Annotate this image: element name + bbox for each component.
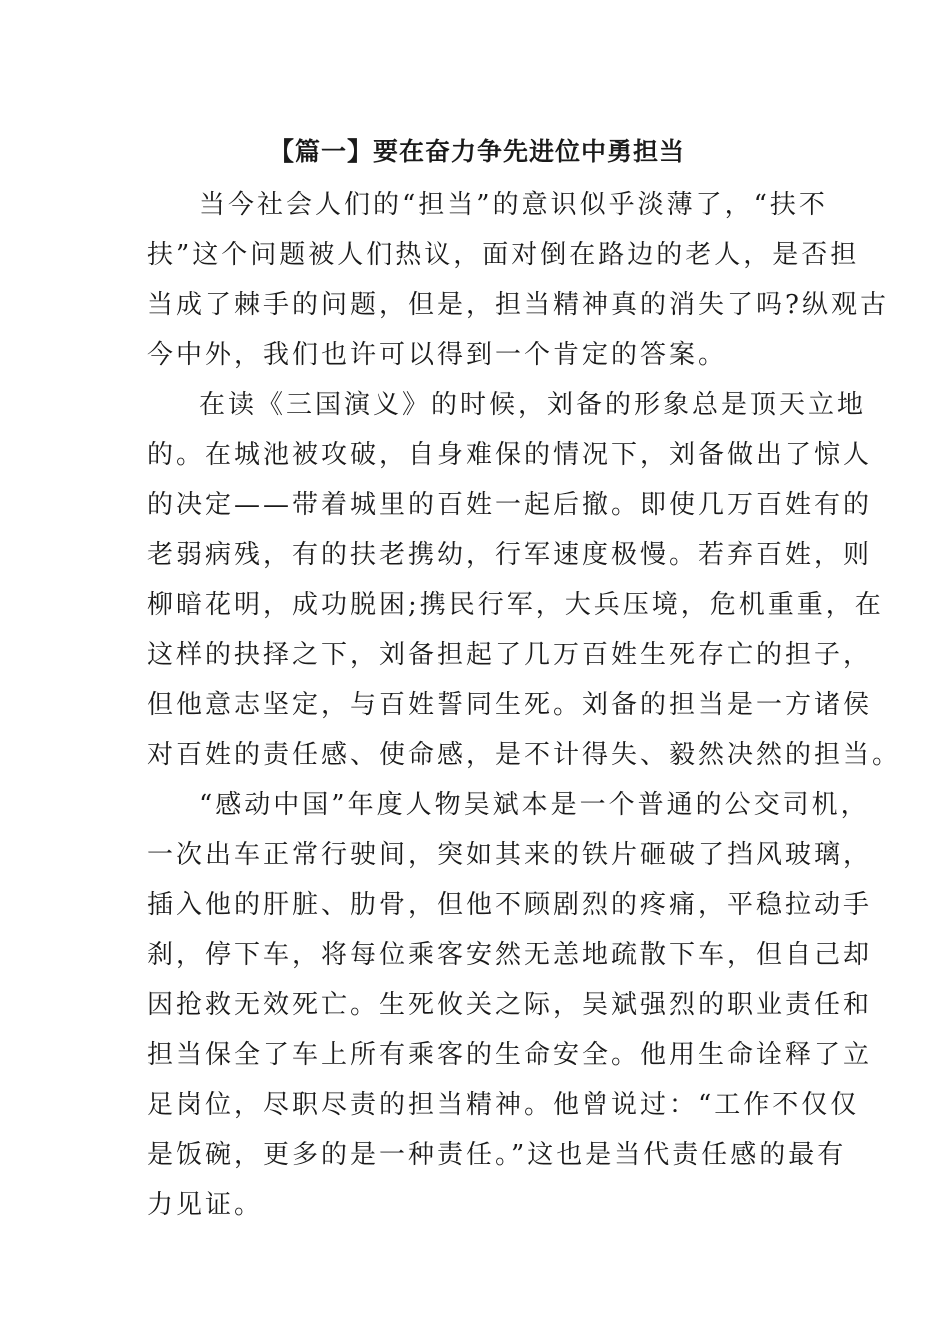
paragraph-line: 因抢救无效死亡。生死攸关之际，吴斌强烈的职业责任和 xyxy=(147,990,873,1020)
paragraph-line: “感动中国”年度人物吴斌本是一个普通的公交司机， xyxy=(199,790,870,820)
paragraph-line: 的决定——带着城里的百姓一起后撤。即使几万百姓有的 xyxy=(147,490,873,520)
paragraph-line: 足岗位，尽职尽责的担当精神。他曾说过：“工作不仅仅 xyxy=(147,1090,860,1120)
paragraph-line: 老弱病残，有的扶老携幼，行军速度极慢。若弃百姓，则 xyxy=(147,540,873,570)
paragraph-line: 这样的抉择之下，刘备担起了几万百姓生死存亡的担子， xyxy=(147,640,873,670)
paragraph-line: 担当保全了车上所有乘客的生命安全。他用生命诠释了立 xyxy=(147,1040,873,1070)
paragraph-line: 一次出车正常行驶间，突如其来的铁片砸破了挡风玻璃， xyxy=(147,840,873,870)
paragraph-line: 扶”这个问题被人们热议，面对倒在路边的老人，是否担 xyxy=(147,240,860,270)
paragraph-line: 当成了棘手的问题，但是，担当精神真的消失了吗?纵观古 xyxy=(147,290,889,320)
paragraph-line: 在读《三国演义》的时候，刘备的形象总是顶天立地 xyxy=(199,390,867,420)
paragraph-line: 是饭碗，更多的是一种责任。”这也是当代责任感的最有 xyxy=(147,1140,847,1170)
paragraph-line: 但他意志坚定，与百姓誓同生死。刘备的担当是一方诸侯 xyxy=(147,690,873,720)
paragraph-2 xyxy=(147,380,902,780)
document-title: 【篇一】要在奋力争先进位中勇担当 xyxy=(268,137,685,166)
paragraph-line: 当今社会人们的“担当”的意识似乎淡薄了，“扶不 xyxy=(199,190,828,220)
paragraph-line: 刹，停下车，将每位乘客安然无恙地疏散下车，但自己却 xyxy=(147,940,873,970)
document-page xyxy=(147,120,902,1230)
paragraph-line: 的。在城池被攻破，自身难保的情况下，刘备做出了惊人 xyxy=(147,440,873,470)
paragraph-1 xyxy=(147,180,889,380)
paragraph-line: 插入他的肝脏、肋骨，但他不顾剧烈的疼痛，平稳拉动手 xyxy=(147,890,873,920)
paragraph-line: 柳暗花明，成功脱困;携民行军，大兵压境，危机重重，在 xyxy=(147,590,884,620)
paragraph-line: 今中外，我们也许可以得到一个肯定的答案。 xyxy=(147,340,728,370)
paragraph-3 xyxy=(147,780,873,1230)
paragraph-line: 力见证。 xyxy=(147,1190,264,1220)
paragraph-line: 对百姓的责任感、使命感，是不计得失、毅然决然的担当。 xyxy=(147,740,902,770)
